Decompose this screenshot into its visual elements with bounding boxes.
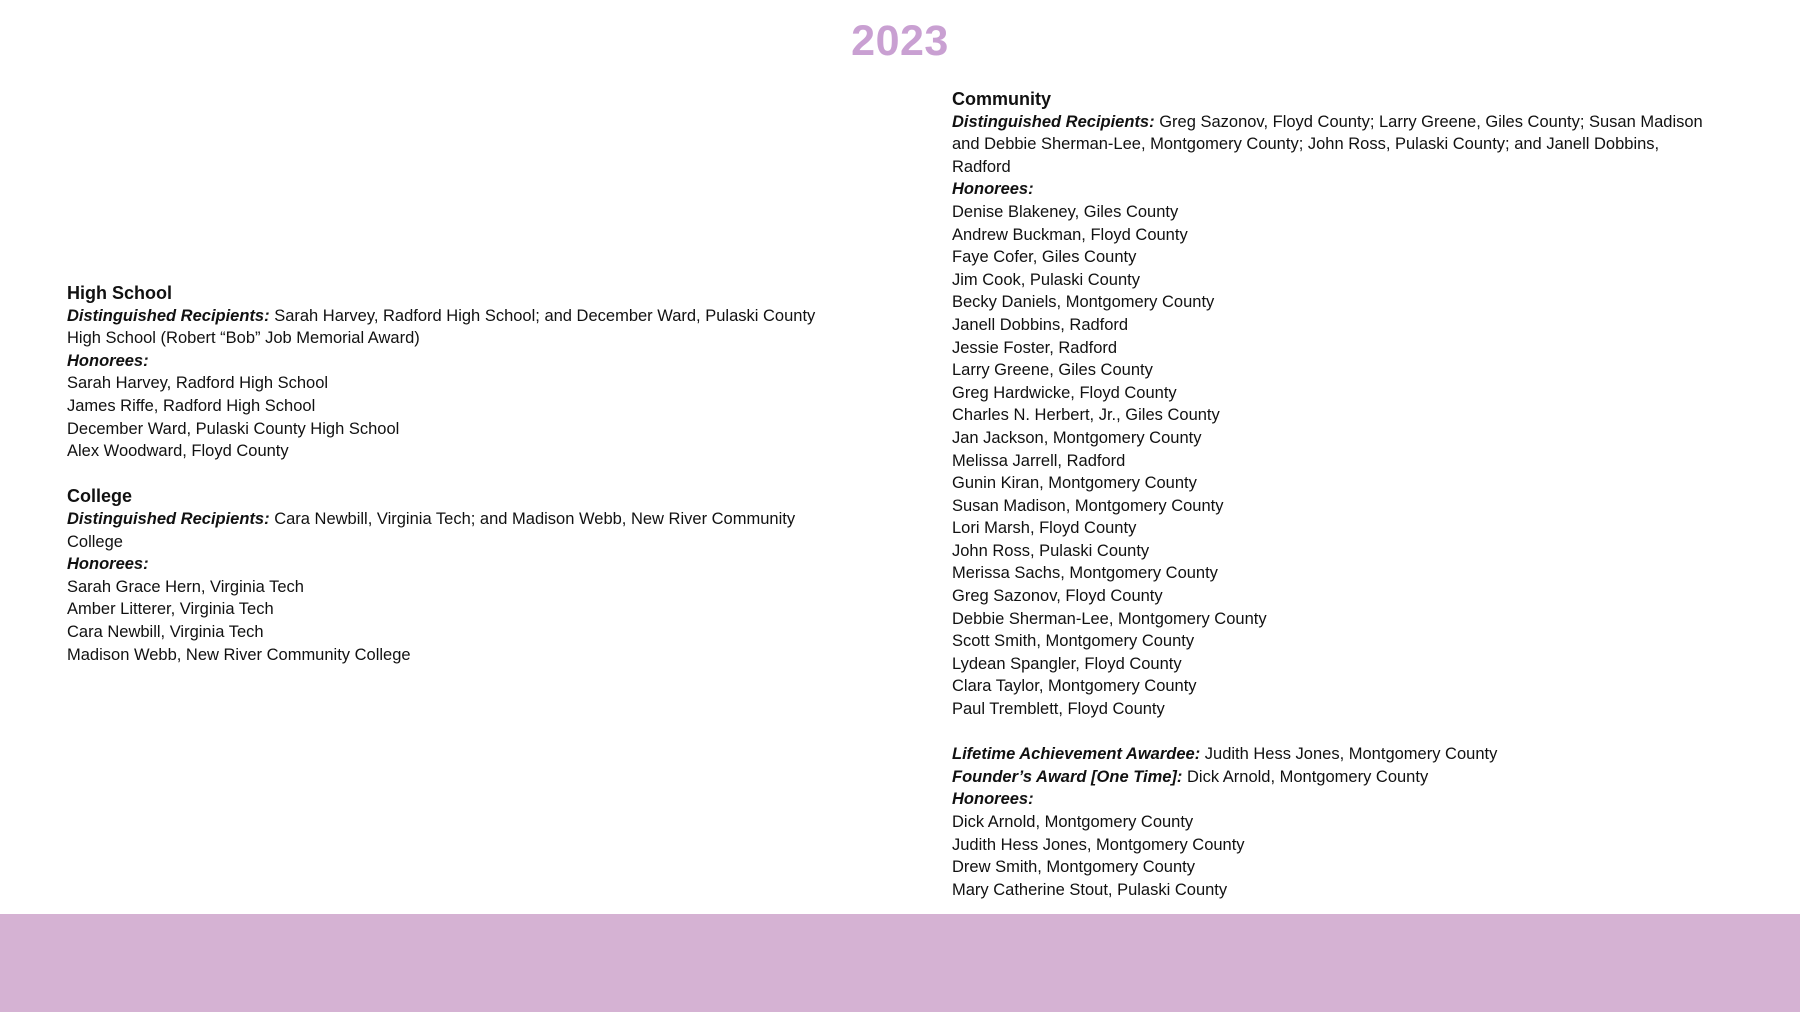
honoree-item: Jan Jackson, Montgomery County: [952, 428, 1202, 447]
honoree-item: Alex Woodward, Floyd County: [67, 442, 289, 461]
left-column: [67, 282, 827, 666]
honoree-item: Andrew Buckman, Floyd County: [952, 225, 1188, 244]
honoree-item: Faye Cofer, Giles County: [952, 248, 1137, 267]
honoree-item: Clara Taylor, Montgomery County: [952, 677, 1197, 696]
honoree-item: Charles N. Herbert, Jr., Giles County: [952, 406, 1220, 425]
honoree-item: Greg Hardwicke, Floyd County: [952, 383, 1177, 402]
honoree-item: December Ward, Pulaski County High School: [67, 419, 400, 438]
honoree-item: Merissa Sachs, Montgomery County: [952, 564, 1218, 583]
community-section: [952, 88, 1712, 721]
community-heading: Community: [952, 89, 1051, 109]
high-school-honorees-list: [67, 372, 827, 462]
honoree-item: Melissa Jarrell, Radford: [952, 451, 1126, 470]
community-honorees-label: Honorees:: [952, 180, 1034, 199]
honoree-item: Cara Newbill, Virginia Tech: [67, 622, 264, 641]
right-column: [952, 88, 1712, 901]
founders-award-line: [952, 766, 1712, 789]
high-school-section: [67, 282, 827, 463]
lifetime-honorees-list: [952, 811, 1712, 901]
high-school-honorees-label: Honorees:: [67, 351, 149, 370]
distinguished-text: Sarah Harvey, Radford High School; and December Ward, Pulaski County High School (Robert “Bob” Job Memorial Award): [67, 306, 816, 348]
honoree-item: Sarah Grace Hern, Virginia Tech: [67, 577, 304, 596]
lifetime-section: [952, 743, 1712, 901]
college-section: [67, 485, 827, 666]
honoree-item: Becky Daniels, Montgomery County: [952, 293, 1215, 312]
honoree-item: Greg Sazonov, Floyd County: [952, 587, 1163, 606]
honoree-item: Debbie Sherman-Lee, Montgomery County: [952, 609, 1267, 628]
honoree-item: Lydean Spangler, Floyd County: [952, 654, 1182, 673]
high-school-distinguished: [67, 305, 827, 350]
honoree-item: Judith Hess Jones, Montgomery County: [952, 835, 1245, 854]
honoree-item: Larry Greene, Giles County: [952, 361, 1153, 380]
honoree-item: Scott Smith, Montgomery County: [952, 632, 1195, 651]
honoree-item: Sarah Harvey, Radford High School: [67, 374, 329, 393]
community-honorees-list: [952, 201, 1712, 721]
distinguished-text: Greg Sazonov, Floyd County; Larry Greene, Giles County; Susan Madison and Debbie Sherman-Lee, Montgomery County; John Ross, Pulaski County; and Janell Dobbins, Radford: [952, 112, 1703, 176]
lifetime-label: Lifetime Achievement Awardee:: [952, 745, 1201, 764]
footer-band: [0, 914, 1800, 1012]
honoree-item: Madison Webb, New River Community College: [67, 645, 411, 664]
honoree-item: Janell Dobbins, Radford: [952, 315, 1129, 334]
honoree-item: Mary Catherine Stout, Pulaski County: [952, 880, 1228, 899]
founders-text: Dick Arnold, Montgomery County: [1182, 767, 1429, 786]
college-honorees-label: Honorees:: [67, 555, 149, 574]
honoree-item: Drew Smith, Montgomery County: [952, 858, 1195, 877]
honoree-item: Susan Madison, Montgomery County: [952, 496, 1224, 515]
college-distinguished: [67, 508, 827, 553]
honoree-item: John Ross, Pulaski County: [952, 541, 1150, 560]
honoree-item: Jessie Foster, Radford: [952, 338, 1118, 357]
lifetime-text: Judith Hess Jones, Montgomery County: [1200, 745, 1498, 764]
founders-label: Founder’s Award [One Time]:: [952, 767, 1183, 786]
honoree-item: Amber Litterer, Virginia Tech: [67, 600, 274, 619]
honoree-item: Dick Arnold, Montgomery County: [952, 813, 1194, 831]
distinguished-label: Distinguished Recipients:: [952, 112, 1155, 131]
page-year-title: 2023: [851, 17, 949, 65]
high-school-heading: High School: [67, 283, 172, 303]
honoree-item: Lori Marsh, Floyd County: [952, 519, 1137, 538]
lifetime-achievement-line: [952, 743, 1712, 766]
community-distinguished: [952, 111, 1712, 179]
honoree-item: Paul Tremblett, Floyd County: [952, 700, 1165, 719]
section-spacer: [952, 721, 1712, 744]
distinguished-label: Distinguished Recipients:: [67, 306, 270, 325]
college-heading: College: [67, 486, 133, 507]
honoree-item: Denise Blakeney, Giles County: [952, 202, 1179, 221]
honoree-item: James Riffe, Radford High School: [67, 396, 316, 415]
distinguished-label: Distinguished Recipients:: [67, 509, 270, 528]
college-honorees-list: [67, 576, 827, 666]
distinguished-text: Cara Newbill, Virginia Tech; and Madison Webb, New River Community College: [67, 509, 796, 551]
honoree-item: Jim Cook, Pulaski County: [952, 270, 1140, 289]
lifetime-honorees-label: Honorees:: [952, 790, 1034, 809]
honoree-item: Gunin Kiran, Montgomery County: [952, 474, 1197, 493]
section-spacer: [67, 463, 827, 486]
